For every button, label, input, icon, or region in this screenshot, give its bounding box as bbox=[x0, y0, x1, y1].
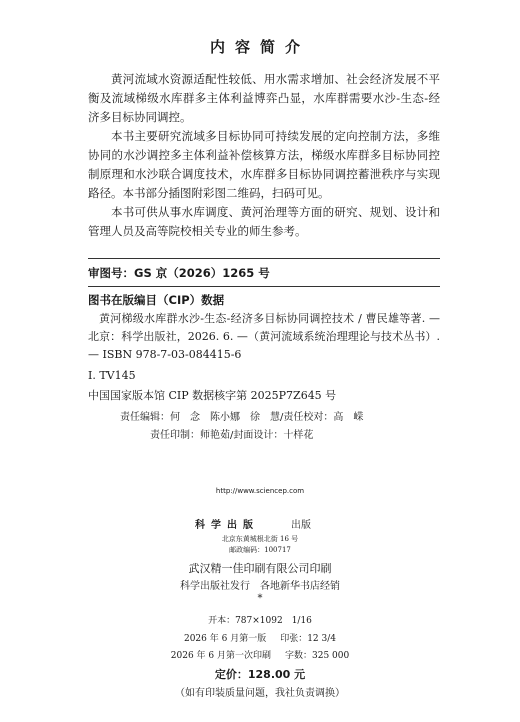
publisher-logo: 科学出版 bbox=[195, 520, 259, 531]
publisher-url: http://www.sciencep.com bbox=[215, 487, 305, 495]
printing-line bbox=[0, 648, 520, 661]
map-approval-number: 审图号：GS 京（2026）1265 号 bbox=[88, 266, 270, 280]
divider-top bbox=[88, 258, 440, 259]
sheets: 印张：12 3/4 bbox=[280, 634, 337, 644]
publisher-name: 出版 bbox=[291, 520, 311, 531]
format-spec: 开本：787×1092 1/16 bbox=[208, 616, 312, 626]
page-title: 内容简介 bbox=[209, 38, 310, 56]
publisher-address: 北京东黄城根北街 16 号 bbox=[221, 535, 299, 543]
intro-paragraph-2: 本书主要研究流域多目标协同可持续发展的定向控制方法，多维协同的水沙调控多主体利益补偿核算方法，梯级水库群多目标协同控制原理和水沙联合调度技术，水库群多目标协同调控蓄泄秩序与实现路径。本书部分插图附彩图二维码，扫码可见。 bbox=[88, 129, 440, 200]
word-count: 字数：325 000 bbox=[285, 651, 350, 661]
cip-classification: I. TV145 bbox=[88, 369, 136, 382]
cip-heading: 图书在版编目（CIP）数据 bbox=[88, 293, 225, 307]
book-introduction bbox=[88, 70, 440, 241]
cip-entry: 黄河梯级水库群水沙-生态-经济多目标协同调控技术 / 曹民雄等著. — 北京：科学出版社，2026. 6. —（黄河流域系统治理理论与技术丛书）. — ISBN 978-7-03-084415-6 bbox=[88, 312, 440, 361]
credits-editors: 责任编辑：何 念 陈小娜 徐 慧/责任校对：高 嵘 bbox=[120, 412, 364, 423]
printing: 2026 年 6 月第一次印刷 bbox=[170, 651, 271, 661]
publisher-postcode: 邮政编码：100717 bbox=[229, 546, 291, 554]
printer: 武汉精一佳印刷有限公司印刷 bbox=[188, 562, 332, 575]
distribution: 科学出版社发行 各地新华书店经销 bbox=[180, 581, 340, 592]
edition: 2026 年 6 月第一版 bbox=[183, 634, 267, 644]
cip-data bbox=[88, 310, 440, 405]
credits-production: 责任印制：师艳茹/封面设计：十样花 bbox=[150, 430, 314, 441]
intro-paragraph-1: 黄河流域水资源适配性较低、用水需求增加、社会经济发展不平衡及流域梯级水库群多主体利益博弈凸显，水库群需要水沙-生态-经济多目标协同调控。 bbox=[88, 72, 440, 124]
edition-line bbox=[0, 631, 520, 644]
separator-star: * bbox=[257, 593, 263, 604]
price: 定价：128.00 元 bbox=[214, 668, 306, 681]
divider-bottom bbox=[88, 286, 440, 287]
quality-notice: （如有印装质量问题，我社负责调换） bbox=[175, 688, 345, 699]
intro-paragraph-3: 本书可供从事水库调度、黄河治理等方面的研究、规划、设计和管理人员及高等院校相关专业的师生参考。 bbox=[88, 205, 440, 238]
cip-number: 中国国家版本馆 CIP 数据核字第 2025P7Z645 号 bbox=[88, 389, 337, 402]
